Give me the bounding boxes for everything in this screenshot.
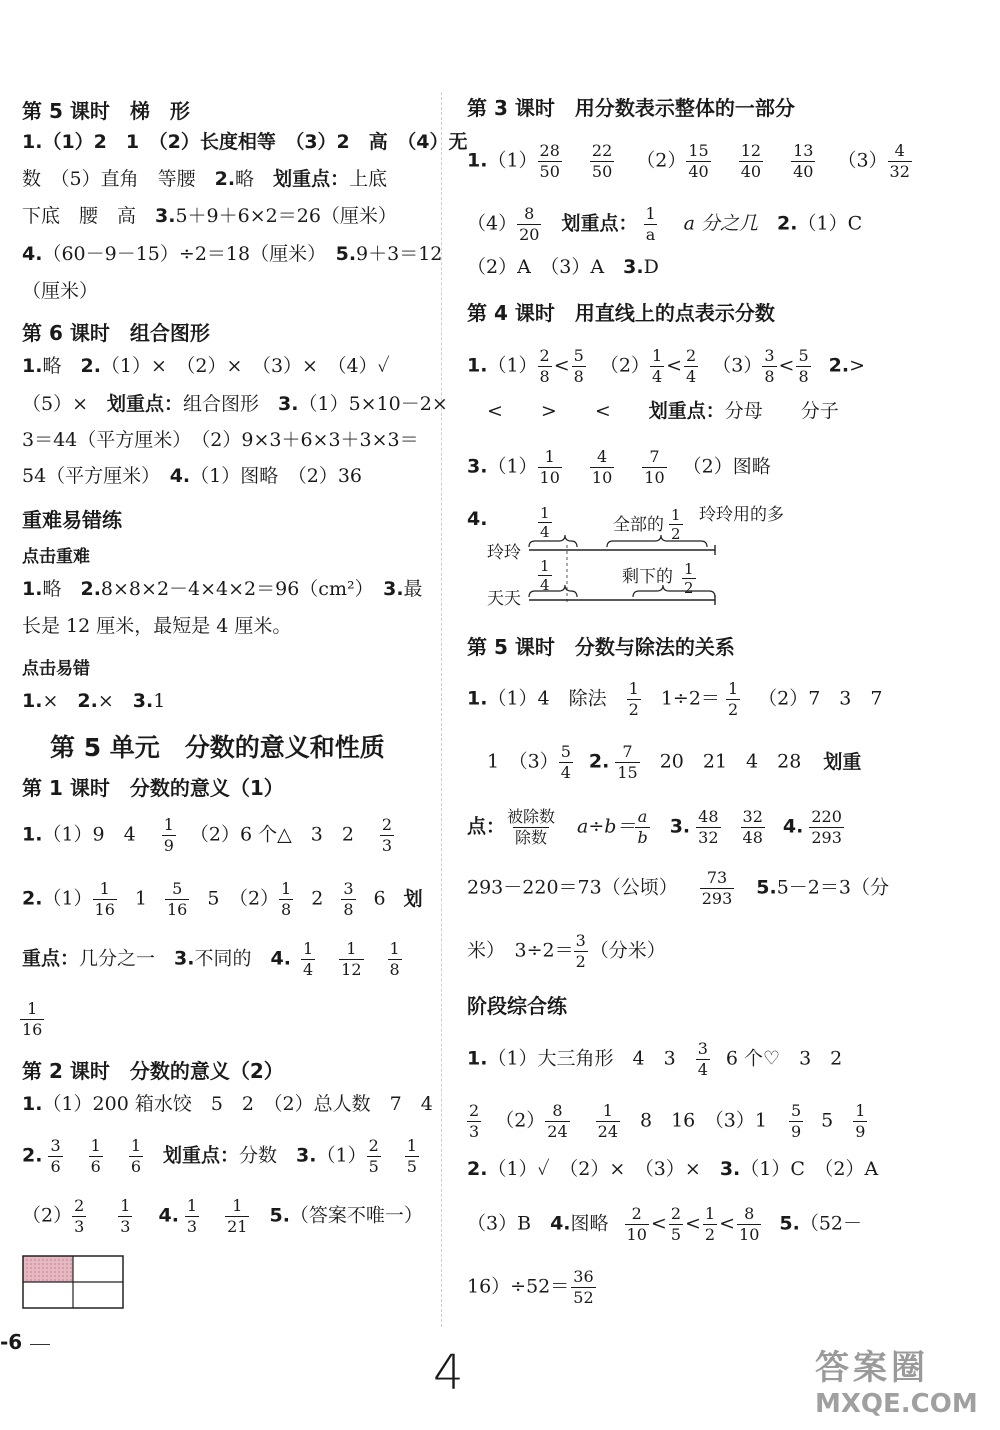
page-number: -6 bbox=[0, 1330, 23, 1354]
lesson6-row4: 54（平方厘米） 4.（1）图略 （2）36 bbox=[22, 465, 362, 487]
grid-figure bbox=[22, 1255, 124, 1309]
c5-row5: 米） 3÷2＝ $\frac{3}{2}$ （分米） bbox=[467, 931, 666, 971]
c1-row3: 重点：几分之一 3.不同的 4. $\frac{1}{4}$ $\frac{1}{12}$ $\frac{1}{8}$ bbox=[22, 939, 400, 979]
c2-row1: 1.（1）200 箱水饺 5 2 （2）总人数 7 4 bbox=[22, 1093, 433, 1115]
lesson5-row4: 4.（60－9－15）÷2＝18（厘米） 5.9＋3＝12 bbox=[22, 243, 443, 265]
c1-row2: 2.（1） $\frac{1}{16}$ 1 $\frac{5}{16}$ 5 （2） $\frac{1}{8}$ 2 $\frac{3}{8}$ 6 划 bbox=[22, 879, 423, 919]
c1-title: 第 1 课时 分数的意义（1） bbox=[22, 776, 284, 800]
watermark-url: MXQE.COM bbox=[815, 1389, 978, 1419]
c2-row3: （2） $\frac{2}{3}$ $\frac{1}{3}$ 4. $\frac{1}{3}$ $\frac{1}{21}$ 5.（答案不唯一） bbox=[22, 1196, 423, 1236]
c5-row4: 293－220＝73（公顷） $\frac{73}{293}$ 5.5－2＝3（分 bbox=[467, 868, 889, 908]
unit5-title: 第 5 单元 分数的意义和性质 bbox=[50, 733, 385, 762]
lesson6-row2: （5）× 划重点：组合图形 3.（1）5×10－2× bbox=[22, 393, 448, 415]
c3-row2: （4） $\frac{8}{20}$ 划重点： $\frac{1}{a}$ a 分之几 2.（1）C bbox=[467, 204, 863, 244]
stage-row4: （3）B 4.图略 $\frac{2}{10}$ < $\frac{2}{5}$ < $\frac{1}{2}$ < $\frac{8}{10}$ 5.（52－ bbox=[467, 1204, 863, 1244]
lesson5-row2: 数 （5）直角 等腰 2.略 划重点：上底 bbox=[22, 168, 388, 190]
stage-row2: $\frac{2}{3}$ （2） $\frac{8}{24}$ $\frac{1}{24}$ 8 16 （3）1 $\frac{5}{9}$ 5 $\frac{1}{9}$ bbox=[469, 1101, 866, 1141]
c3-title: 第 3 课时 用分数表示整体的一部分 bbox=[467, 96, 795, 120]
watermark bbox=[815, 1340, 978, 1419]
c5-title: 第 5 课时 分数与除法的关系 bbox=[467, 635, 735, 659]
c3-row3: （2）A （3）A 3.D bbox=[467, 256, 659, 278]
stage-row5: 16）÷52＝ $\frac{36}{52}$ bbox=[467, 1267, 594, 1307]
c2-row2: 2. $\frac{3}{6}$ $\frac{1}{6}$ $\frac{1}{6}$ 划重点：分数 3.（1） $\frac{2}{5}$ $\frac{1}{5}$ bbox=[22, 1136, 417, 1176]
stage-row1: 1.（1）大三角形 4 3 $\frac{3}{4}$ 6 个♡ 3 2 bbox=[467, 1039, 843, 1079]
page-rule bbox=[30, 1344, 50, 1345]
stage-row3: 2.（1）✓ （2）× （3）× 3.（1）C （2）A bbox=[467, 1158, 879, 1180]
column-divider bbox=[441, 92, 442, 1327]
c3-row1: 1.（1） $\frac{28}{50}$ $\frac{22}{50}$ （2） $\frac{15}{40}$ $\frac{12}{40}$ $\frac{13}{40}$ （3） $\frac{4}{32}$ bbox=[467, 141, 910, 181]
c2-title: 第 2 课时 分数的意义（2） bbox=[22, 1059, 284, 1083]
handwritten-number: 4 bbox=[433, 1345, 464, 1401]
key-points-row1: 1.略 2.8×8×2－4×4×2＝96（cm²） 3.最 bbox=[22, 578, 423, 600]
watermark-logo-text: 答案圈 bbox=[815, 1348, 929, 1388]
error-practice-title: 重难易错练 bbox=[22, 508, 122, 532]
l5-r1: 1.（1）2 1 （2）长度相等 （3）2 高 （4）无 bbox=[22, 131, 468, 153]
common-errors-row: 1.× 2.× 3.1 bbox=[22, 690, 166, 712]
c4-bar-diagram: $\frac{1}{4}$ 全部的 $\frac{1}{2}$ 玲玲用的多 玲玲 $\frac{1}{4}$ 剩下的 $\frac{1}{2}$ 天天 bbox=[487, 504, 784, 609]
c5-row1: 1.（1）4 除法 $\frac{1}{2}$ 1÷2＝ $\frac{1}{2}$ （2）7 3 7 bbox=[467, 679, 883, 719]
common-errors-subtitle: 点击易错 bbox=[22, 659, 90, 679]
lesson6-row1: 1.略 2.（1）× （2）× （3）× （4）✓ bbox=[22, 355, 390, 377]
c4-row1: 1.（1） $\frac{2}{8}$ < $\frac{5}{8}$ （2） $\frac{1}{4}$ < $\frac{2}{4}$ （3） $\frac{3}{8}$ < $\frac{5}{8}$ 2.> bbox=[467, 346, 865, 386]
lesson6-row3: 3＝44（平方厘米） （2）9×3＋6×3＋3×3＝ bbox=[22, 429, 419, 451]
key-points-subtitle: 点击重难 bbox=[22, 547, 90, 567]
c4-title: 第 4 课时 用直线上的点表示分数 bbox=[467, 301, 775, 325]
c5-row2: 1 （3） $\frac{5}{4}$ 2. $\frac{7}{15}$ 20 21 4 28 划重 bbox=[487, 742, 862, 782]
lesson5-row1 bbox=[22, 128, 467, 156]
c1-row4: $\frac{1}{16}$ bbox=[22, 999, 43, 1039]
lesson5-row5: （厘米） bbox=[22, 280, 99, 302]
c4-row2: < > < 划重点：分母 分子 bbox=[487, 400, 839, 422]
c4-q4-label: 4. bbox=[467, 508, 488, 530]
lesson5-row3: 下底 腰 高 3.5＋9＋6×2＝26（厘米） bbox=[22, 205, 397, 227]
c5-row3: 点： $\frac{\text{被除数}}{\text{除数}}$ a÷b＝ $\frac{a}{b}$ 3. $\frac{48}{32}$ $\frac{32}{48}$ 4. $\frac{220}{293}$ bbox=[467, 807, 842, 847]
c1-row1: 1.（1）9 4 $\frac{1}{9}$ （2）6 个△ 3 2 $\frac{2}{3}$ bbox=[22, 815, 393, 855]
c4-row3: 3.（1） $\frac{1}{10}$ $\frac{4}{10}$ $\frac{7}{10}$ （2）图略 bbox=[467, 447, 771, 487]
stage-title: 阶段综合练 bbox=[467, 994, 567, 1018]
lesson6-title: 第 6 课时 组合图形 bbox=[22, 321, 210, 345]
lesson5-title: 第 5 课时 梯 形 bbox=[22, 99, 190, 123]
key-points-row2: 长是 12 厘米，最短是 4 厘米。 bbox=[22, 615, 292, 637]
